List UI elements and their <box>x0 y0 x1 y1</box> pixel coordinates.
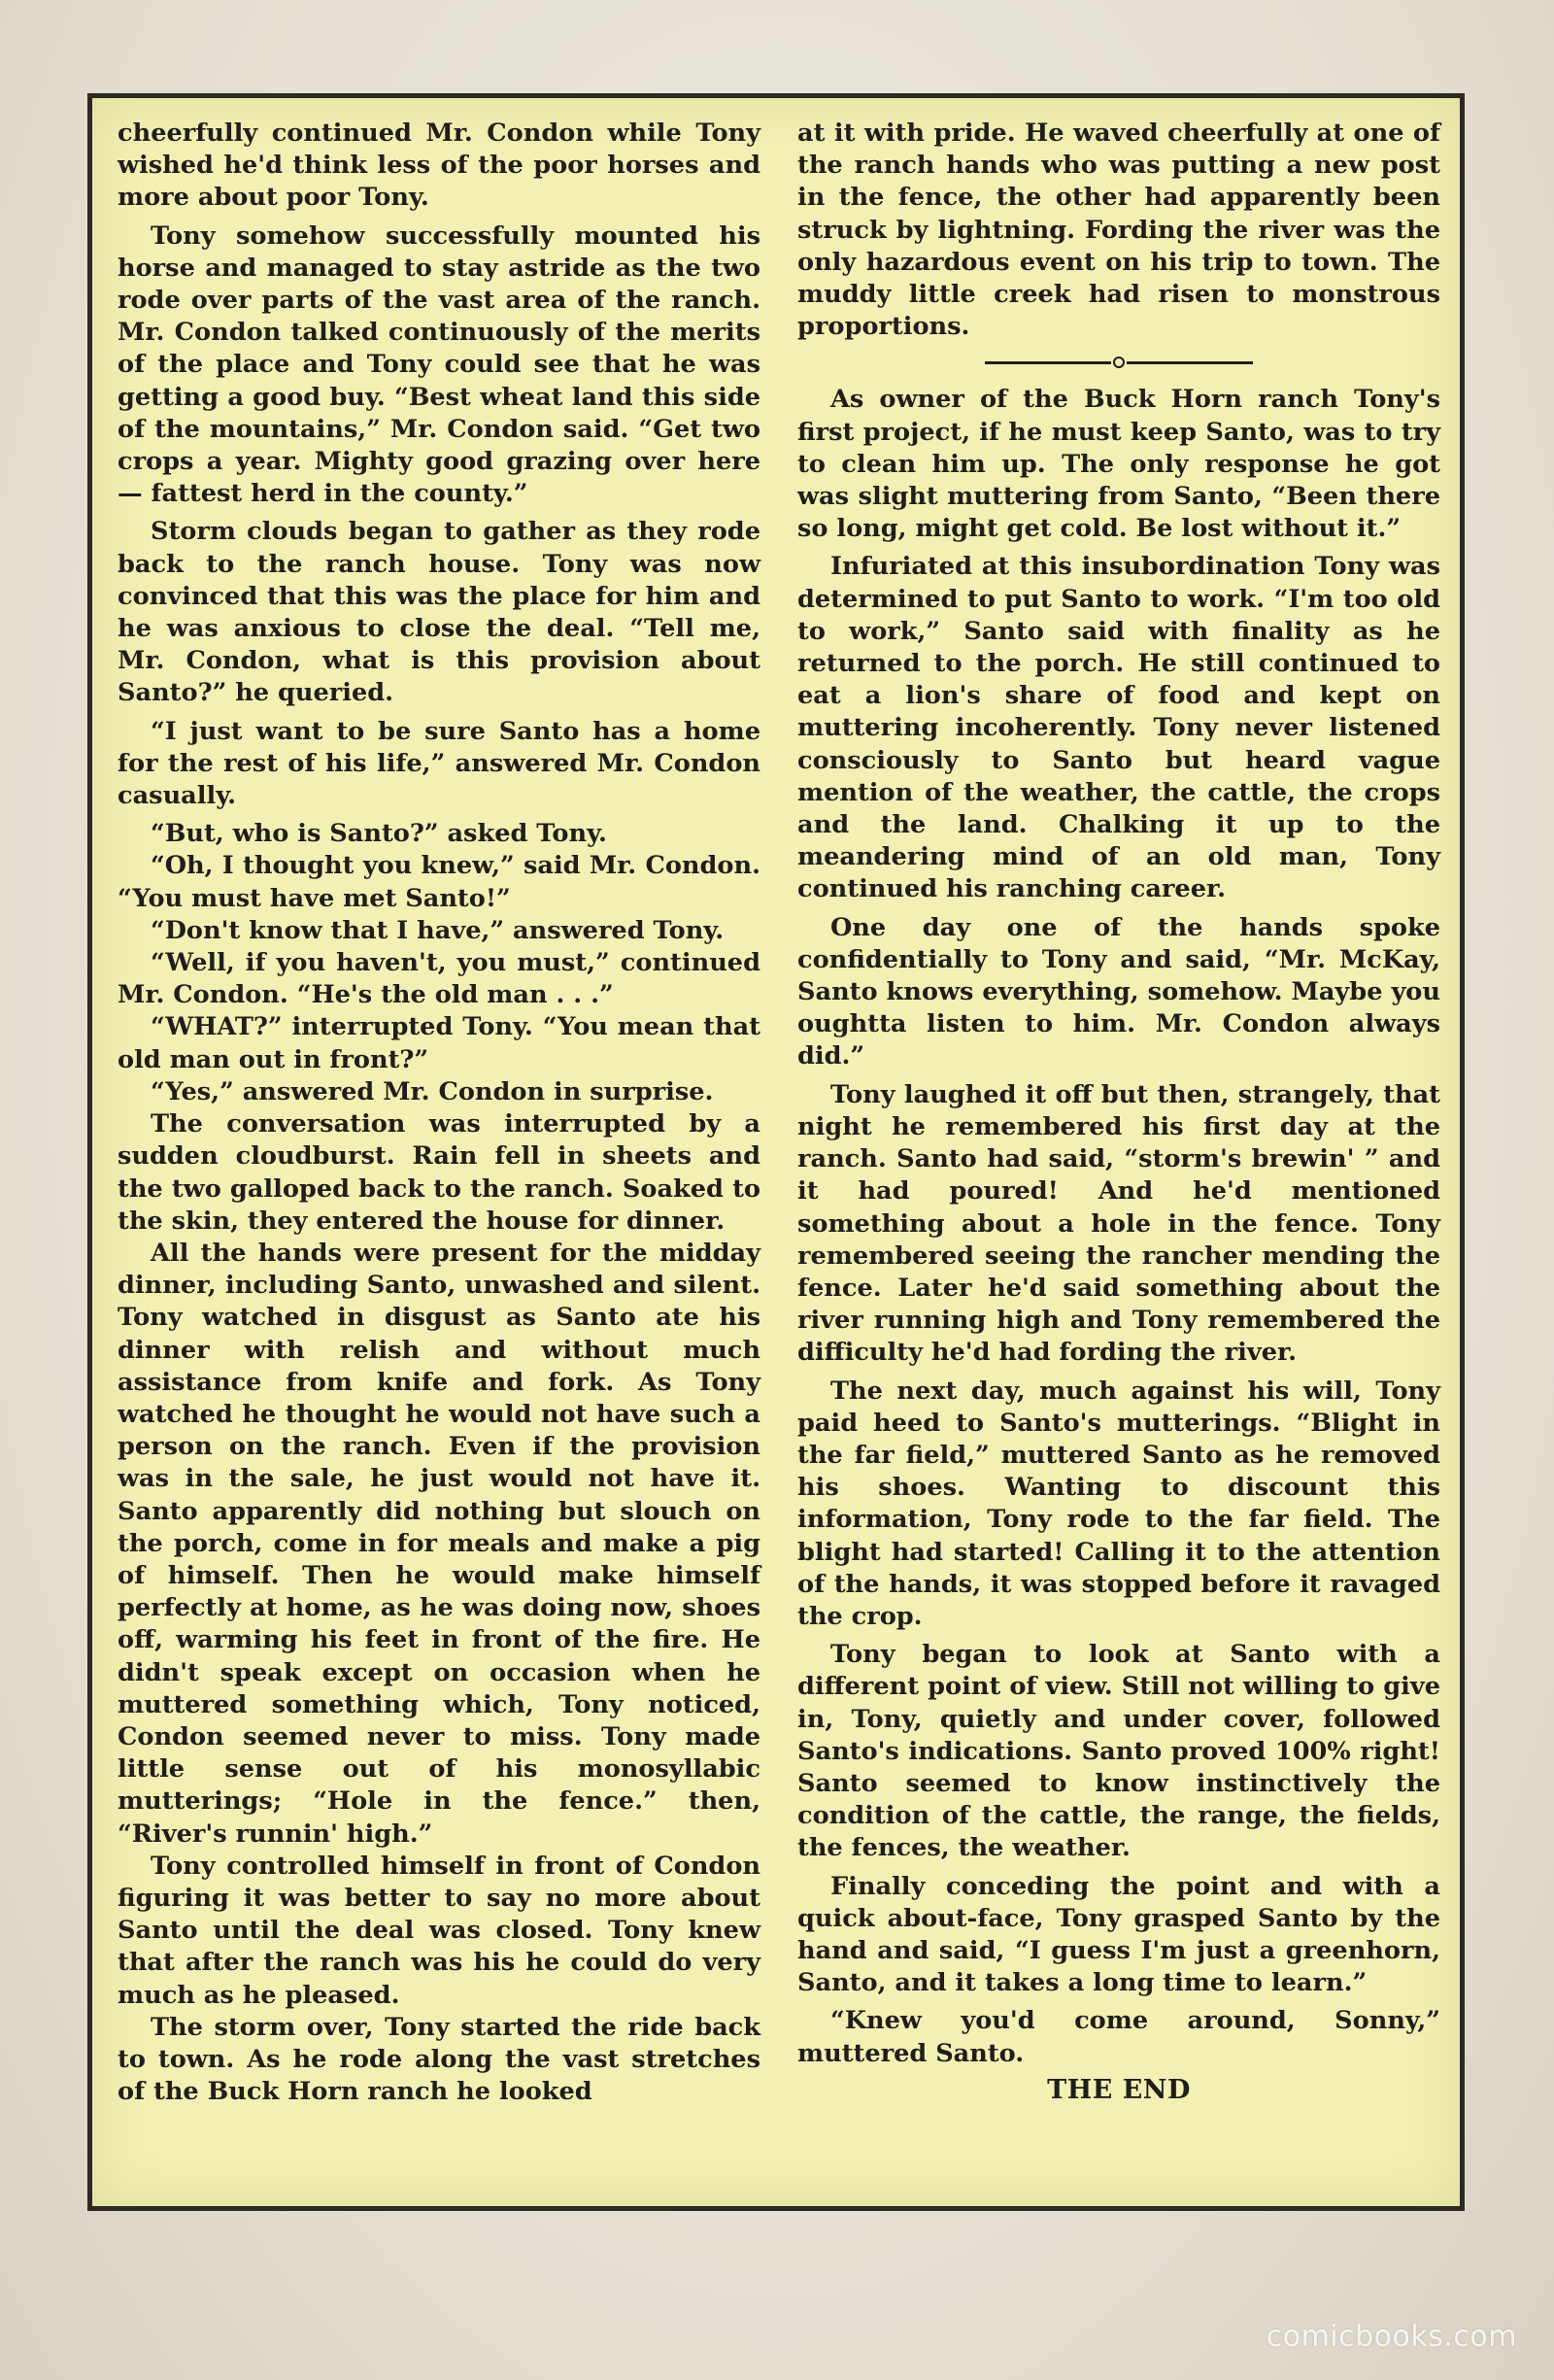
right-text-column <box>797 118 1440 2112</box>
paragraph: “WHAT?” interrupted Tony. “You mean that old man out in front?” <box>118 1012 760 1074</box>
paragraph: “Don't know that I have,” answered Tony. <box>151 915 725 945</box>
paragraph: Tony somehow successfully mounted his horse and managed to stay astride as the two rode over parts of the vast area of the ranch. Mr. Condon talked continuously of the merits of the place and Tony could see that he was getting a good buy. “Best wheat land this side of the mountains,” Mr. Condon said. “Get two crops a year. Mighty good grazing over here — fattest herd in the county.” <box>118 221 760 509</box>
paragraph: Storm clouds began to gather as they rode back to the ranch house. Tony was now convinced that this was the place for him and he was anxious to close the deal. “Tell me, Mr. Condon, what is this provision about Santo?” he queried. <box>118 517 760 708</box>
paragraph: Tony laughed it off but then, strangely, that night he remembered his first day at the ranch. Santo had said, “storm's brewin' ” and it had poured! And he'd mentioned something about a hole in the fence. Tony remembered seeing the rancher mending the fence. Later he'd said something about the river running high and Tony remembered the difficulty he'd had fording the river. <box>797 1079 1440 1368</box>
paragraph: “But, who is Santo?” asked Tony. <box>151 819 607 849</box>
the-end-label: THE END <box>1047 2074 1191 2105</box>
paragraph: “Oh, I thought you knew,” said Mr. Condon. “You must have met Santo!” <box>118 851 760 913</box>
paragraph: One day one of the hands spoke confidentially to Tony and said, “Mr. McKay, Santo knows everything, somehow. Maybe you oughtta listen to him. Mr. Condon always did.” <box>797 912 1440 1071</box>
story-text-panel <box>87 93 1465 2211</box>
paragraph: The storm over, Tony started the ride back to town. As he rode along the vast stretches of the Buck Horn ranch he looked <box>118 2012 760 2107</box>
paragraph: at it with pride. He waved cheerfully at one of the ranch hands who was putting a new post in the fence, the other had apparently been struck by lightning. Fording the river was the only hazardous event on his trip to town. The muddy little creek had risen to monstrous proportions. <box>797 119 1440 342</box>
paragraph: All the hands were present for the midday dinner, including Santo, unwashed and silent. Tony watched in disgust as Santo ate his dinner with relish and without much assistance from knife and fork. As Tony watched he thought he would not have such a person on the ranch. Even if the provision was in the sale, he just would not have it. Santo apparently did nothing but slouch on the porch, come in for meals and make a pig of himself. Then he would make himself perfectly at home, as he was doing now, shoes off, warming his feet in front of the fire. He didn't speak except on occasion when he muttered something which, Tony noticed, Condon seemed never to miss. Tony made little sense out of his monosyllabic mutterings; “Hole in the fence.” then, “River's runnin' high.” <box>118 1238 760 1849</box>
paragraph: Tony began to look at Santo with a different point of view. Still not willing to give in, Tony, quietly and under cover, followed Santo's indications. Santo proved 100% right! Santo seemed to know instinctively the condition of the cattle, the range, the fields, the fences, the weather. <box>797 1640 1440 1863</box>
paragraph: “I just want to be sure Santo has a home for the rest of his life,” answered Mr. Condon casually. <box>118 716 760 811</box>
paragraph: Finally conceding the point and with a quick about-face, Tony grasped Santo by the hand and said, “I guess I'm just a greenhorn, Santo, and it takes a long time to learn.” <box>797 1871 1440 1998</box>
paragraph: The conversation was interrupted by a sudden cloudburst. Rain fell in sheets and the two galloped back to the ranch. Soaked to the skin, they entered the house for dinner. <box>118 1109 760 1236</box>
paragraph: Infuriated at this insubordination Tony was determined to put Santo to work. “I'm too old to work,” Santo said with finality as he returned to the porch. He still continued to eat a lion's share of food and kept on muttering incoherently. Tony never listened consciously to Santo but heard vague mention of the weather, the cattle, the crops and the land. Chalking it up to the meandering mind of an old man, Tony continued his ranching career. <box>797 552 1440 904</box>
site-watermark: comicbooks.com <box>1266 2320 1517 2354</box>
paragraph: The next day, much against his will, Tony paid heed to Santo's mutterings. “Blight in the far field,” muttered Santo as he removed his shoes. Wanting to discount this information, Tony rode to the far field. The blight had started! Calling it to the attention of the hands, it was stopped before it ravaged the crop. <box>797 1376 1440 1631</box>
paragraph: Tony controlled himself in front of Condon figuring it was better to say no more about Santo until the deal was closed. Tony knew that after the ranch was his he could do very much as he pleased. <box>118 1851 760 2010</box>
paragraph: cheerfully continued Mr. Condon while Tony wished he'd think less of the poor horses and more about poor Tony. <box>118 119 760 213</box>
left-text-column <box>118 118 760 2108</box>
paragraph: “Yes,” answered Mr. Condon in surprise. <box>151 1076 714 1106</box>
divider-line <box>985 361 1111 364</box>
paragraph: As owner of the Buck Horn ranch Tony's first project, if he must keep Santo, was to try to clean him up. The only response he got was slight muttering from Santo, “Been there so long, might get cold. Be lost without it.” <box>797 385 1440 544</box>
section-divider <box>797 349 1440 376</box>
divider-line <box>1127 361 1253 364</box>
paragraph: “Knew you'd come around, Sonny,” muttered Santo. <box>797 2006 1440 2068</box>
divider-ornament-icon <box>1113 357 1125 368</box>
paragraph: “Well, if you haven't, you must,” continued Mr. Condon. “He's the old man . . .” <box>118 948 760 1010</box>
